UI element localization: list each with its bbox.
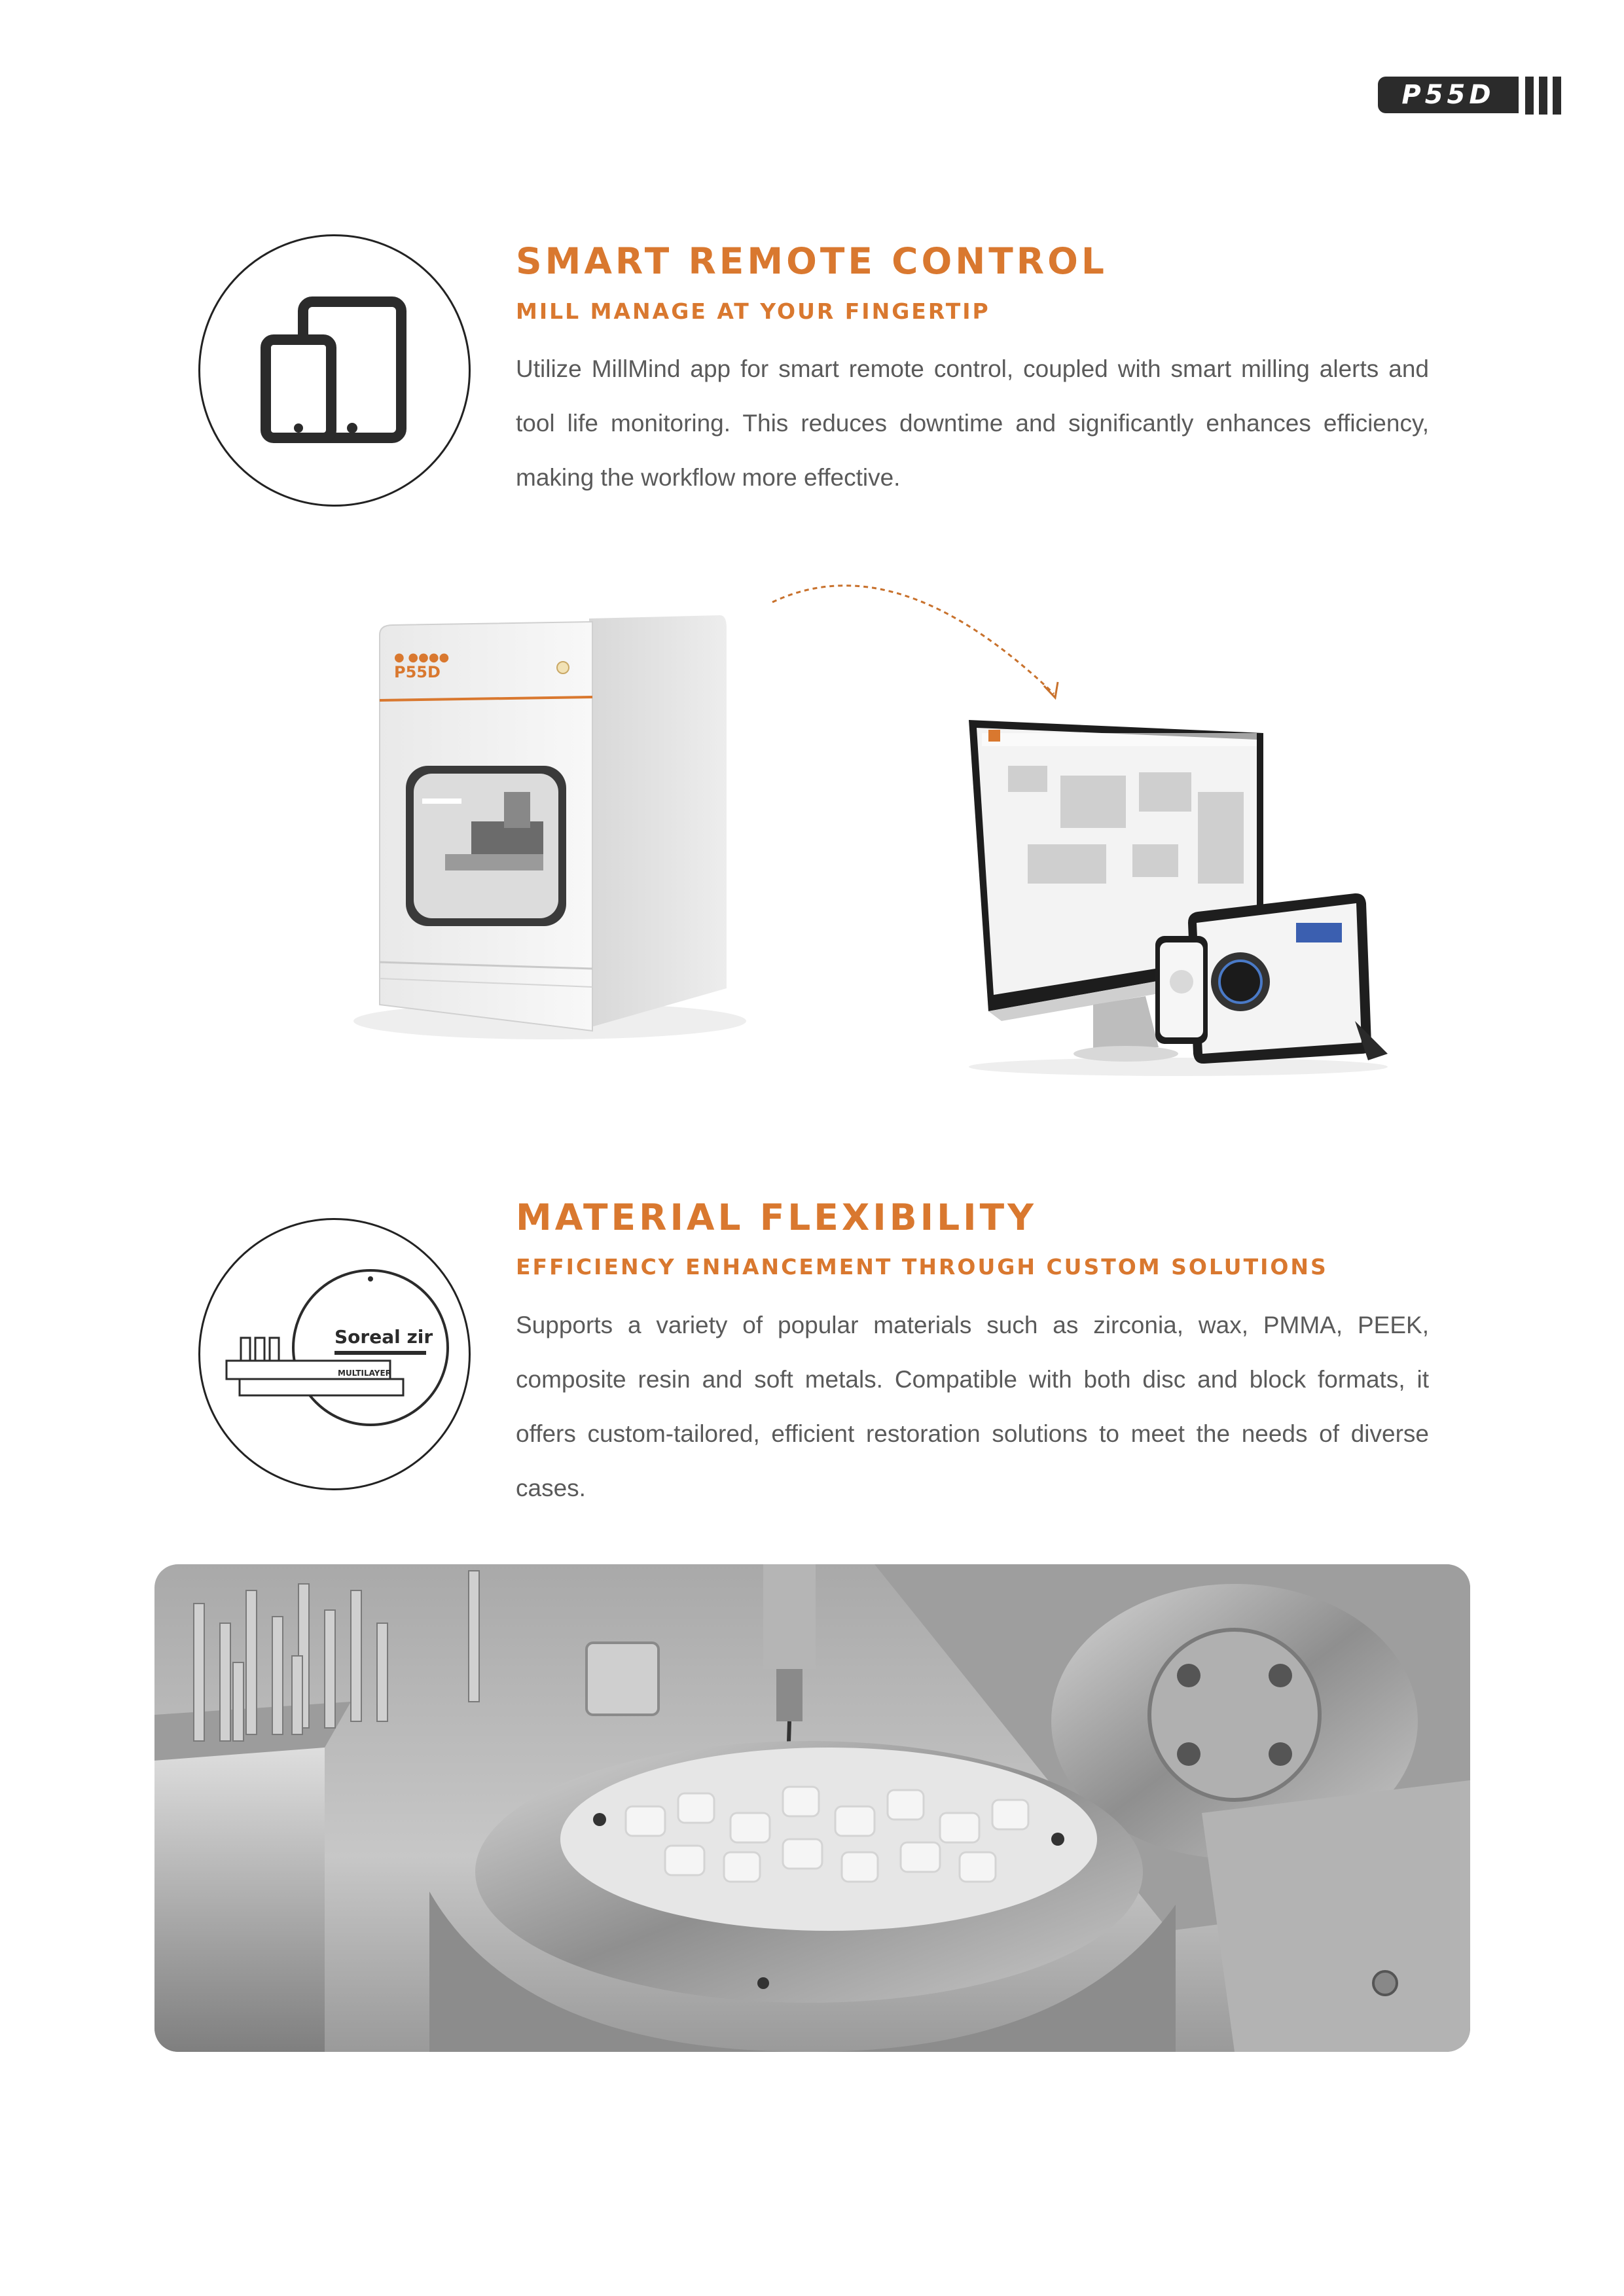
section1-body: Utilize MillMind app for smart remote control, coupled with smart milling alerts and tool life monitoring. This reduces downtime and significantly enhances efficiency, making the workflow more effective. <box>516 355 1429 491</box>
section2-title: MATERIAL FLEXIBILITY <box>516 1196 1037 1238</box>
machine-label: P55D <box>394 663 441 681</box>
tag-bar-1 <box>1525 77 1534 115</box>
material-icon-circle <box>198 1218 471 1490</box>
disc-label: MULTILAYER <box>338 1369 391 1378</box>
disc-brand: Soreal zir <box>334 1326 433 1348</box>
milling-process-photo <box>154 1564 1470 2052</box>
sync-arrow-icon <box>766 569 1067 713</box>
section2-subtitle: EFFICIENCY ENHANCEMENT THROUGH CUSTOM SOLUTIONS <box>516 1254 1328 1280</box>
devices-app-image <box>962 713 1394 1080</box>
remote-control-icon-circle <box>198 234 471 507</box>
tag-bar-2 <box>1539 77 1547 115</box>
section1-title: SMART REMOTE CONTROL <box>516 240 1108 282</box>
section2-body: Supports a variety of popular materials such as zirconia, wax, PMMA, PEEK, composite resin and soft metals. Compatible with both disc and block formats, it offers custom-tailored, efficient restoration solutions to meet the needs of diverse cases. <box>516 1312 1429 1501</box>
disc-block-illustration <box>200 1220 469 1488</box>
model-tag: P55D <box>1378 77 1519 113</box>
machine-brand: ● ●●●● <box>394 651 450 664</box>
mobile-tablet-icon <box>200 236 469 505</box>
section1-subtitle: MILL MANAGE AT YOUR FINGERTIP <box>516 298 990 324</box>
tag-bar-3 <box>1553 77 1561 115</box>
milling-machine-image <box>340 596 746 1054</box>
